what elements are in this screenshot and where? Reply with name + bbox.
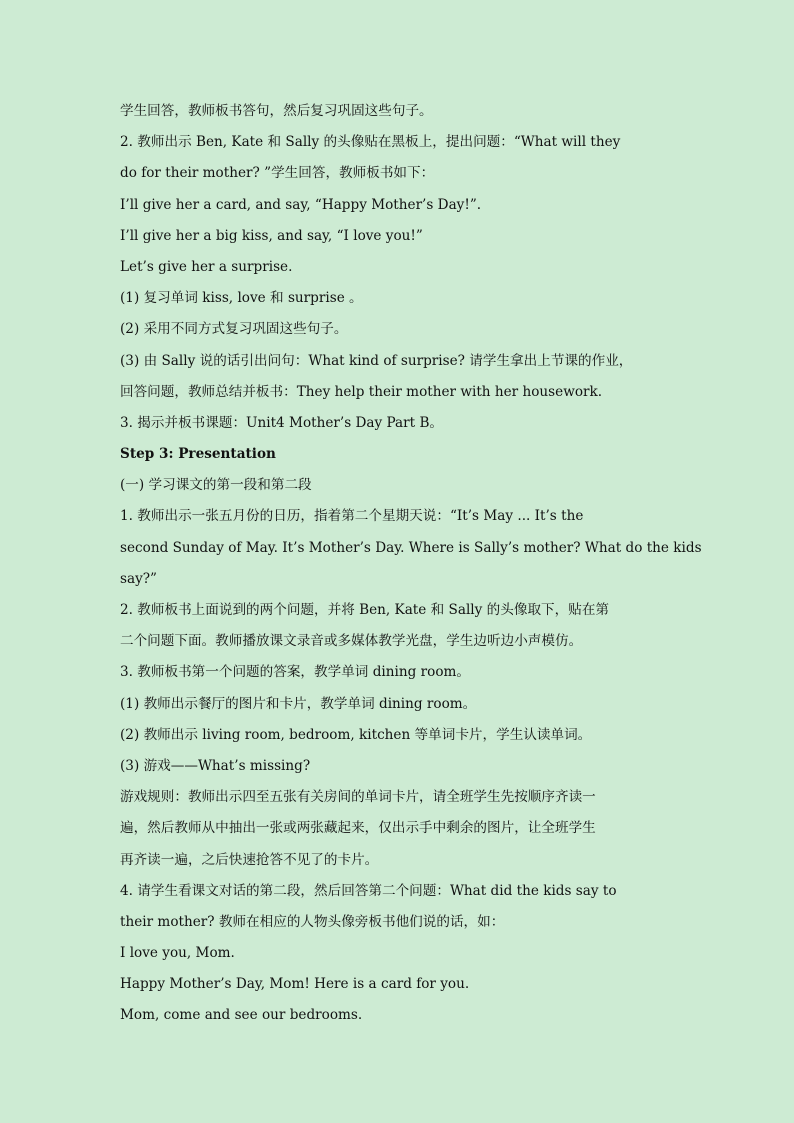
text-line: 回答问题，教师总结并板书：They help their mother with her housework.	[120, 383, 603, 400]
text-line: I love you, Mom.	[120, 945, 235, 962]
text-line: (一) 学习课文的第一段和第二段	[120, 477, 312, 494]
text-line: (1) 教师出示餐厅的图片和卡片，教学单词 dining room。	[120, 695, 477, 712]
text-line: second Sunday of May. It’s Mother’s Day. Where is Sally’s mother? What do the kids	[120, 539, 702, 556]
text-line: do for their mother? ”学生回答，教师板书如下：	[120, 165, 435, 182]
lesson-plan-text	[120, 96, 702, 1032]
text-line: I’ll give her a big kiss, and say, “I love you!”	[120, 227, 423, 244]
text-line: (3) 游戏——What’s missing?	[120, 757, 311, 774]
text-line: 遍，然后教师从中抽出一张或两张藏起来，仅出示手中剩余的图片，让全班学生	[120, 820, 596, 837]
text-line: 二个问题下面。教师播放课文录音或多媒体教学光盘，学生边听边小声模仿。	[120, 633, 583, 650]
text-line: 学生回答，教师板书答句，然后复习巩固这些句子。	[120, 103, 433, 119]
text-line: 游戏规则：教师出示四至五张有关房间的单词卡片，请全班学生先按顺序齐读一	[120, 789, 596, 806]
text-line: (2) 采用不同方式复习巩固这些句子。	[120, 321, 348, 338]
section-heading: Step 3: Presentation	[120, 446, 276, 463]
text-line: 2. 教师出示 Ben, Kate 和 Sally 的头像贴在黑板上，提出问题：“What will they	[120, 134, 621, 151]
text-line: 1. 教师出示一张五月份的日历，指着第二个星期天说：“It’s May ... It’s the	[120, 508, 584, 525]
text-line: (2) 教师出示 living room, bedroom, kitchen 等单词卡片，学生认读单词。	[120, 726, 592, 743]
text-line: 3. 揭示并板书课题：Unit4 Mother’s Day Part B。	[120, 414, 444, 431]
text-line: (1) 复习单词 kiss, love 和 surprise 。	[120, 290, 363, 307]
text-line: 再齐读一遍，之后快速抢答不见了的卡片。	[120, 851, 379, 868]
text-line: say?”	[120, 570, 157, 587]
text-line: Happy Mother’s Day, Mom! Here is a card for you.	[120, 976, 470, 993]
text-line: Mom, come and see our bedrooms.	[120, 1007, 363, 1024]
text-line: 4. 请学生看课文对话的第二段，然后回答第二个问题：What did the kids say to	[120, 882, 617, 899]
text-line: (3) 由 Sally 说的话引出问句：What kind of surprise? 请学生拿出上节课的作业，	[120, 352, 633, 369]
text-line: 2. 教师板书上面说到的两个问题，并将 Ben, Kate 和 Sally 的头像取下，贴在第	[120, 602, 610, 618]
text-line: Let’s give her a surprise.	[120, 258, 293, 275]
text-line: 3. 教师板书第一个问题的答案，教学单词 dining room。	[120, 664, 470, 681]
text-line: their mother? 教师在相应的人物头像旁板书他们说的话，如：	[120, 913, 505, 930]
text-line: I’ll give her a card, and say, “Happy Mother’s Day!”.	[120, 196, 482, 213]
